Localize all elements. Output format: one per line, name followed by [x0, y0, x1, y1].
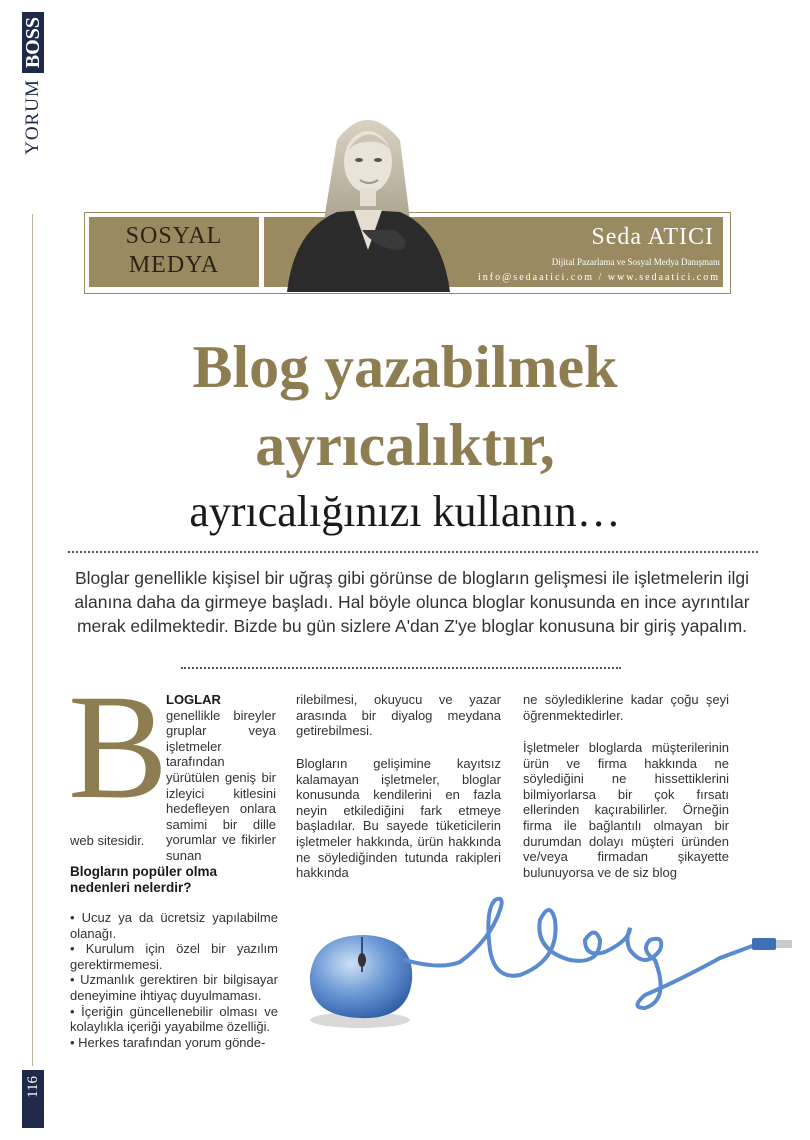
author-title: Dijital Pazarlama ve Sosyal Medya Danışmanı [551, 257, 720, 267]
author-name: Seda ATICI [591, 224, 714, 250]
cable-lettering [405, 899, 755, 1008]
column-2-paragraph-1: rilebilmesi, okuyucu ve yazar arasında bir diyalog meydana getirebilmesi. [296, 692, 501, 739]
drop-cap: B [68, 664, 169, 830]
author-portrait [282, 100, 452, 292]
dotted-divider-bottom [181, 667, 621, 669]
intro-first-word: LOGLAR [166, 692, 221, 707]
intro-text: genellikle bireyler gruplar veya işletmeler tarafından yürütülen geniş bir izleyici kitlesini hedefleyen onlara samimi bir dille yorumlar ve fikirler sunan [166, 707, 276, 863]
list-item: • İçeriğin güncellenebilir olması ve kolaylıkla içeriği yayabilme özelliği. [70, 1003, 278, 1035]
brand-boss: BOSS [22, 12, 44, 73]
bullet-list [70, 910, 278, 1050]
column-3-paragraph-1: ne söylediklerine kadar çoğu şeyi öğrenmektedirler. [523, 692, 729, 723]
dotted-divider-top [68, 551, 758, 553]
usb-plug-icon [752, 938, 776, 950]
subheading: Blogların popüler olma nedenleri nelerdir? [70, 864, 218, 895]
list-item: • Uzmanlık gerektiren bir bilgisayar deneyimine ihtiyaç duyulmaması. [70, 972, 278, 1003]
page-number-box [22, 1070, 44, 1128]
column-3-paragraph-2: İşletmeler bloglarda müşterilerinin ürün ve firma hakkında ne söylediğini ne hissettiklerini bilmiyorlarsa bir çok fırsatı ellerinden kaçırabilirler. Örneğin firma ile bağlantılı olmayan bir durumdan dolayı müşteri üründen ve/veya firmadan şikayette bulunuyorsa ve de siz blog [523, 740, 729, 880]
list-item: • Herkes tarafından yorum gönde- [70, 1034, 266, 1050]
page-number: 116 [24, 1076, 41, 1098]
brand-yorum: YORUM [22, 79, 43, 155]
section-line-2: MEDYA [128, 252, 220, 278]
article-lead: Bloglar genellikle kişisel bir uğraş gibi görünse de blogların gelişmesi ile işletmelerin ilgi alanına daha da girmeye başladı. Hal böyle olunca bloglar konusunda en ince ayrıntılar merak edilmektedir. Bizde bu gün sizlere A'dan Z'ye bloglar konusuna bir giriş yapalım. [74, 568, 750, 636]
blog-mouse-illustration [300, 880, 800, 1030]
article-title-line-1: Blog yazabilmek [192, 334, 618, 400]
section-line-1: SOSYAL [125, 223, 223, 249]
column-2-paragraph-2: Blogların gelişimine kayıtsız kalamayan işletmeler, bloglar konusunda kendilerini en fazla neyin etkilediğini fark etmeye başladılar. Bu sayede tüketicilerin işletmeler hakkında, ürün hakkında ne söylediğinden tutunda rakipleri hakkında [296, 756, 501, 881]
article-subtitle: ayrıcalığınızı kullanın… [189, 487, 621, 536]
list-item: • Ucuz ya da ücretsiz yapılabilme olanağı. [70, 910, 278, 941]
column-1-intro-end: web sitesidir. [70, 833, 145, 848]
article-title-line-2: ayrıcalıktır, [255, 412, 555, 478]
magazine-brand [22, 12, 44, 212]
list-item: • Kurulum için özel bir yazılım gerektirmemesi. [70, 941, 278, 972]
section-label [89, 222, 259, 280]
author-contact: info@sedaatici.com / www.sedaatici.com [477, 272, 720, 283]
